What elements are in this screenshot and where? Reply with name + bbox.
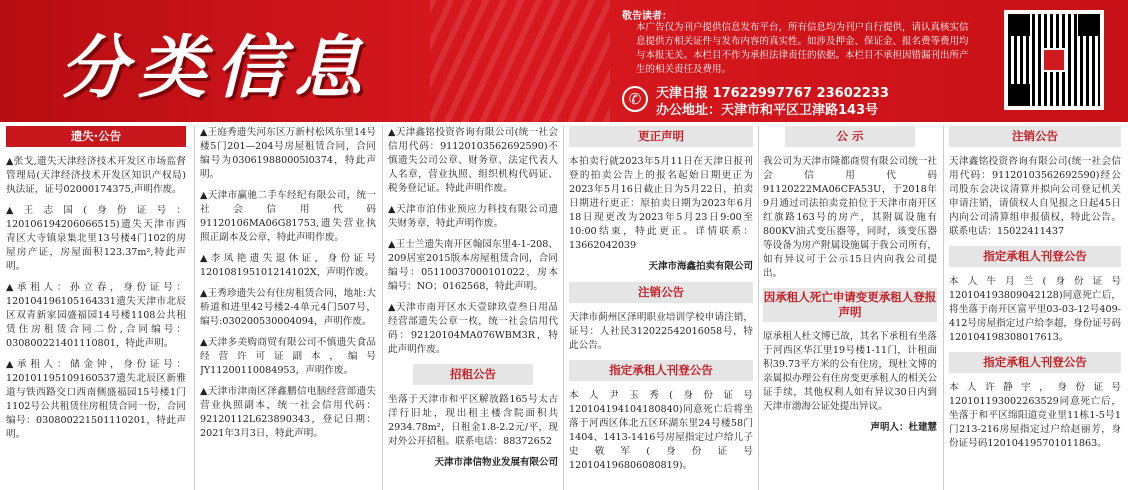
notice-title: 敬告读者：: [622, 11, 672, 22]
column-6: [949, 126, 1121, 490]
heading-cancellation: 注销公告: [569, 282, 753, 303]
column-2: [200, 126, 376, 490]
qr-logo-icon: [1042, 48, 1066, 72]
list-item: ▲天津多美购商贸有限公司不慎遗失食品经营许可证副本，编号JY11200110084953，声明作废。: [200, 337, 376, 376]
heading-tenant-change: 因承租人死亡申请变更承租人登报声明: [763, 288, 937, 322]
page-title: 分类信息: [60, 29, 373, 108]
divider: [943, 126, 944, 490]
notice-text: 本广告仅为刊户提供信息发布平台，所有信息均为刊户自行提供，请认真核实信息提供方相关证件与发布内容的真实性。如涉及押金、保证金、报名费等费用均与本报无关。本栏目不作为承担法律责任的依据。本栏目不承担因错漏刊出所产生的相关责任及费用。: [636, 22, 969, 75]
divider: [194, 126, 195, 490]
heading-designated-tenant: 指定承租人刊登公告: [569, 360, 753, 381]
list-item: ▲承租人：孙立春，身份证号：120104196105164331遗失天津市北辰区双青新家园盛福园14号楼1108公共租赁住房租赁合同二份,合同编号：030800221401110801，特此声明。: [6, 282, 186, 349]
list-item: ▲天津鑫铭投资咨询有限公司(统一社会信用代码：91120103562692590)不慎遗失公司公章、财务章、法定代表人人名章，营业执照、组织机构代码证、税务登记证。特此声明作废。: [388, 127, 558, 194]
list-item: ▲王士兰遗失南开区翰园东里4-1-208、209居室2015版本房屋租赁合同，合同编号：05110037000101022，房本编号：NO；0162568，特此声明。: [388, 239, 558, 292]
heading-deregistration: 注销公告: [949, 126, 1121, 147]
designated-tenant-text: 本人尹玉秀(身份证号120104194104180840)同意死亡后将坐落于河西区体北五区环湖东里24号楼58门1404、1413-1416号房屋指定过户给儿子史敬军(身份证号120104196806080819)。: [569, 390, 753, 471]
heading-public-notice: 公 示: [785, 126, 915, 147]
rent-notice-text: 坐落于天津市和平区解放路165号太古洋行旧址，现出租主楼含院面积共2934.78m²，日租金1.8-2.2元/平，现对外公开招租。联系电话：88372652: [388, 394, 558, 447]
heading-designated-tenant: 指定承租人刊登公告: [949, 352, 1121, 373]
designated-tenant-text: 本人许静宇，身份证号120101193002263529同意死亡后，坐落于和平区绵阳道竞业里11栋1-5号1门213-216房屋指定过户给赵丽芳，身份证号码120104195701011863。: [949, 382, 1121, 449]
list-item: ▲天津市南开区水天壹肆玖壹叁日用品经营部遗失公章一枚，统一社会信用代码：92120104MA076WBM3R，特此声明作废。: [388, 302, 558, 355]
correction-text: 本拍卖行就2023年5月11日在天津日报刊登的拍卖公告上的报名起始日期更正为2023年5月16日截止日为5月22日，拍卖日期进行更正：原拍卖日期为2023年6月18日现更改为2023年5月23日9:00至10:00结束，特此更正。详情联系：13662042039: [569, 156, 753, 251]
column-5: [763, 126, 937, 490]
tenant-change-signature: 声明人：杜建慧: [870, 422, 937, 433]
divider: [758, 126, 759, 490]
divider: [563, 126, 564, 490]
heading-lost-notice: 遗失·公告: [6, 126, 186, 147]
list-item: ▲承租人：储金钟，身份证号：120101195109160537遗失北辰区新雅道与铁西路交口西南侧盛福园15号楼1门1102号公共租赁住房租赁合同一份，合同编号：030800221501110201，特此声明。: [6, 359, 186, 440]
list-item: ▲天津市津南区泽鑫鹏信电脑经营部遗失营业执照副本，统一社会信用代码：92120112L623890343，登记日期：2021年3月3日，特此声明。: [200, 386, 376, 439]
list-item: ▲王志国(身份证号：120106194206066515)遗失天津市西青区大寺镇泉集北里13号楼4门102的房屋房产证，房屋面积123.37m²,特此声明。: [6, 205, 186, 272]
correction-signature: 天津市海鑫拍卖有限公司: [648, 261, 753, 272]
list-item: ▲张戈,遗失天津经济技术开发区市场监督管理局(天津经济技术开发区知识产权局)执法证，证号02000174375,声明作废。: [6, 156, 186, 195]
phone-icon: ✆: [622, 86, 648, 112]
rent-notice-signature: 天津市津信物业发展有限公司: [434, 457, 558, 468]
contact-address: 办公地址：天津市和平区卫津路143号: [656, 103, 879, 118]
qr-code[interactable]: [1004, 10, 1104, 110]
designated-tenant-text: 本人牛月兰(身份证号120104193809042128)同意死亡后，将坐落于南开区富平里03-03-12号409-412号房屋指定过户给李超，身份证号码120104198308017613。: [949, 276, 1121, 343]
list-item: ▲天津市赢驰二手车经纪有限公司，统一社会信用代码91120106MA06G81753,遗失营业执照正副本及公章，特此声明作废。: [200, 190, 376, 243]
list-item: ▲王庭秀遗失河东区万新村松风东里14号楼5门201—204号房屋租赁合同，合同编号为030619880005l0374，特此声明。: [200, 127, 376, 180]
heading-rent-notice: 招租公告: [413, 364, 533, 385]
banner-stripes: [430, 0, 610, 122]
tenant-change-text: 原承租人杜文博已故，其名下承租有坐落于河西区华江里19号楼1-11门，计租面积39.73平方米的公有住房，现杜文博的亲属拟办理公有住房变更承租人的相关公证手续，其他权利人如有异议30日内到天津市渤海公证处提出异议。: [763, 331, 937, 412]
column-1: [6, 126, 186, 490]
banner: [0, 0, 1128, 122]
heading-correction: 更正声明: [569, 126, 753, 147]
list-item: ▲李凤艳遗失退休证，身份证号120108195101214102X，声明作废。: [200, 253, 376, 278]
list-item: ▲天津市泊伟业预应力科技有限公司遗失财务章，特此声明作废。: [388, 204, 558, 229]
heading-designated-tenant: 指定承租人刊登公告: [949, 246, 1121, 267]
list-item: ▲王秀珍遗失公有住房租赁合同，地址:大桥道和进里42号楼2-4单元4门507号，编号:030200530004094，声明作废。: [200, 288, 376, 327]
deregistration-text: 天津鑫铭投资咨询有限公司(统一社会信用代码：91120103562692590)经公司股东会决议清算并拟向公司登记机关申请注销，请债权人自见报之日起45日内向公司清算组申报债权，特此公告。联系电话：15022411437: [949, 156, 1121, 237]
cancellation-text: 天津市蓟州区泽明职业培训学校申请注销，证号：人社民312022542016058号，特此公告。: [569, 312, 753, 351]
contact-phones: 天津日报 17622997767 23602233: [656, 86, 889, 101]
public-notice-text: 我公司为天津市隆都商贸有限公司统一社会信用代码91120222MA06CFA53U，于2018年9月通过司法拍卖竞拍位于天津市南开区红旗路163号的房产，其附属设施有800KV油式变压器等，同时，该变压器等设备为房产附属设施属于我公司所有，如有异议可于公示15日内向我公司提出。: [763, 156, 937, 279]
column-4: [569, 126, 753, 490]
column-3: [388, 126, 558, 490]
divider: [382, 126, 383, 490]
